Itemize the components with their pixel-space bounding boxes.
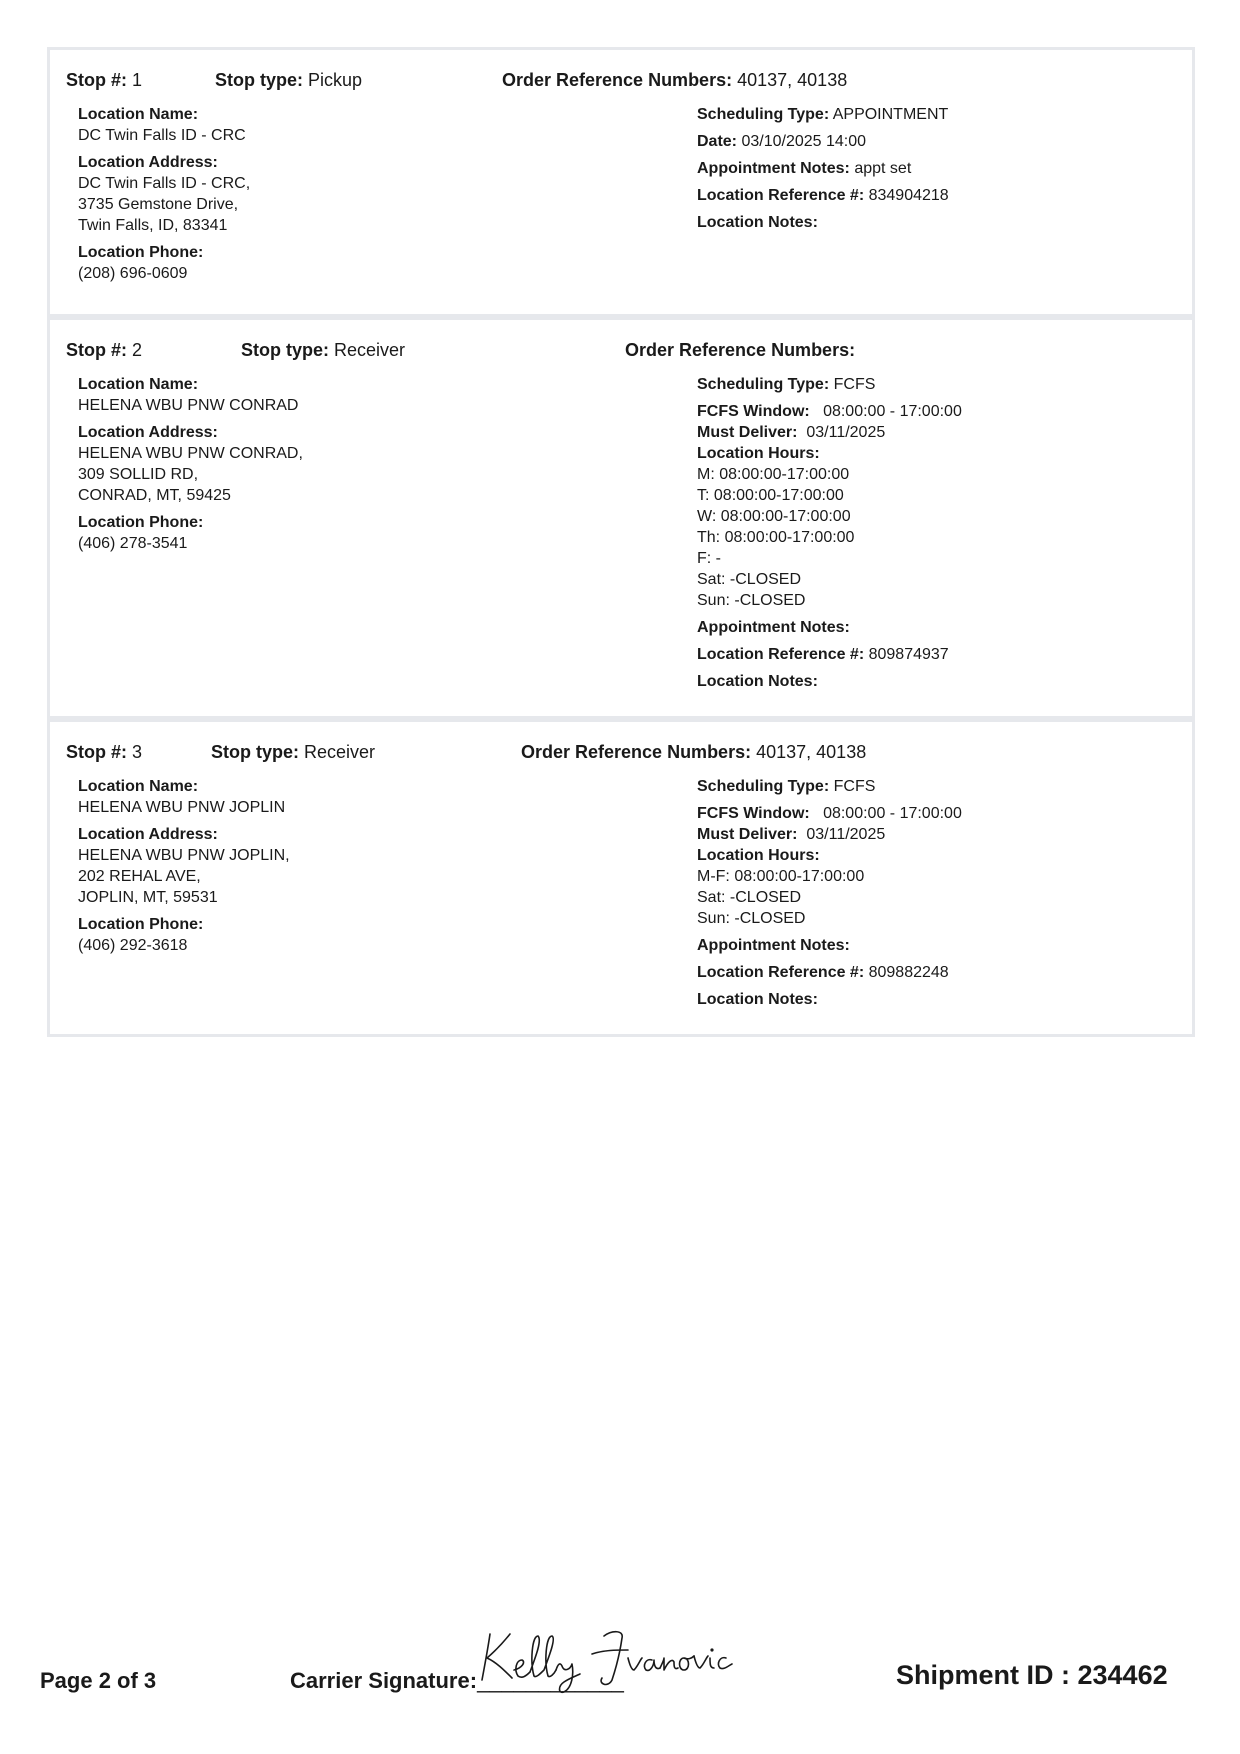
must-deliver: Must Deliver: 03/11/2025 (697, 424, 886, 441)
address-line: DC Twin Falls ID - CRC, (78, 175, 251, 192)
location-reference: Location Reference #: 834904218 (697, 187, 949, 204)
hours-line: F: - (697, 550, 721, 567)
scheduling-type: Scheduling Type: FCFS (697, 778, 876, 795)
location-phone: (406) 292-3618 (78, 937, 188, 954)
must-deliver: Must Deliver: 03/11/2025 (697, 826, 886, 843)
order-reference-numbers: Order Reference Numbers: 40137, 40138 (502, 70, 848, 90)
scheduling-type: Scheduling Type: FCFS (697, 376, 876, 393)
location-notes: Location Notes: (697, 991, 818, 1008)
appointment-notes: Appointment Notes: appt set (697, 160, 912, 177)
scheduling-info (697, 374, 962, 698)
order-reference-numbers: Order Reference Numbers: (625, 340, 856, 360)
stop-type: Stop type: Receiver (241, 340, 406, 360)
hours-line: Sat: -CLOSED (697, 571, 802, 588)
carrier-signature-label: Carrier Signature: (290, 1668, 478, 1693)
order-reference-numbers: Order Reference Numbers: 40137, 40138 (521, 742, 867, 762)
hours-line: Sun: -CLOSED (697, 910, 806, 927)
hours-line: Sun: -CLOSED (697, 592, 806, 609)
location-name: HELENA WBU PNW CONRAD (78, 397, 299, 414)
stop-type: Stop type: Pickup (215, 70, 363, 90)
stop-3-card (50, 722, 1192, 1034)
stop-type: Stop type: Receiver (211, 742, 376, 762)
location-name: DC Twin Falls ID - CRC (78, 127, 246, 144)
stop-number: Stop #: 1 (66, 70, 143, 90)
handwritten-signature (476, 1626, 736, 1696)
hours-line: M: 08:00:00-17:00:00 (697, 466, 850, 483)
address-line: HELENA WBU PNW CONRAD, (78, 445, 303, 462)
location-phone: (208) 696-0609 (78, 265, 188, 282)
stops-table (47, 47, 1195, 1037)
stop-number: Stop #: 2 (66, 340, 143, 360)
location-name-label: Location Name: (78, 778, 199, 795)
location-info (78, 104, 250, 290)
address-line: JOPLIN, MT, 59531 (78, 889, 218, 906)
address-line: 309 SOLLID RD, (78, 466, 199, 483)
hours-line: T: 08:00:00-17:00:00 (697, 487, 844, 504)
address-line: HELENA WBU PNW JOPLIN, (78, 847, 290, 864)
hours-line: Th: 08:00:00-17:00:00 (697, 529, 855, 546)
stop-1-card (50, 50, 1192, 314)
location-info (78, 776, 290, 962)
address-line: 202 REHAL AVE, (78, 868, 201, 885)
shipment-id: Shipment ID : 234462 (896, 1660, 1168, 1690)
address-line: CONRAD, MT, 59425 (78, 487, 231, 504)
scheduling-type: Scheduling Type: APPOINTMENT (697, 106, 949, 123)
location-reference: Location Reference #: 809882248 (697, 964, 949, 981)
stop-number: Stop #: 3 (66, 742, 143, 762)
location-address-label: Location Address: (78, 424, 218, 441)
hours-line: W: 08:00:00-17:00:00 (697, 508, 851, 525)
location-hours-label: Location Hours: (697, 847, 820, 864)
page-number: Page 2 of 3 (40, 1668, 157, 1693)
location-reference: Location Reference #: 809874937 (697, 646, 949, 663)
location-name-label: Location Name: (78, 106, 199, 123)
location-phone: (406) 278-3541 (78, 535, 188, 552)
location-name: HELENA WBU PNW JOPLIN (78, 799, 286, 816)
location-phone-label: Location Phone: (78, 514, 204, 531)
hours-line: Sat: -CLOSED (697, 889, 802, 906)
location-address-label: Location Address: (78, 154, 218, 171)
hours-line: M-F: 08:00:00-17:00:00 (697, 868, 865, 885)
scheduling-info (697, 776, 962, 1016)
location-phone-label: Location Phone: (78, 916, 204, 933)
location-info (78, 374, 303, 560)
fcfs-window: FCFS Window: 08:00:00 - 17:00:00 (697, 805, 962, 822)
fcfs-window: FCFS Window: 08:00:00 - 17:00:00 (697, 403, 962, 420)
appointment-notes: Appointment Notes: (697, 937, 850, 954)
location-phone-label: Location Phone: (78, 244, 204, 261)
signature-line: ____________ (477, 1668, 624, 1693)
address-line: Twin Falls, ID, 83341 (78, 217, 228, 234)
location-hours-label: Location Hours: (697, 445, 820, 462)
appointment-notes: Appointment Notes: (697, 619, 850, 636)
stop-2-card (50, 320, 1192, 716)
scheduling-info (697, 104, 949, 239)
address-line: 3735 Gemstone Drive, (78, 196, 239, 213)
location-notes: Location Notes: (697, 214, 818, 231)
appointment-date: Date: 03/10/2025 14:00 (697, 133, 867, 150)
location-notes: Location Notes: (697, 673, 818, 690)
location-name-label: Location Name: (78, 376, 199, 393)
location-address-label: Location Address: (78, 826, 218, 843)
